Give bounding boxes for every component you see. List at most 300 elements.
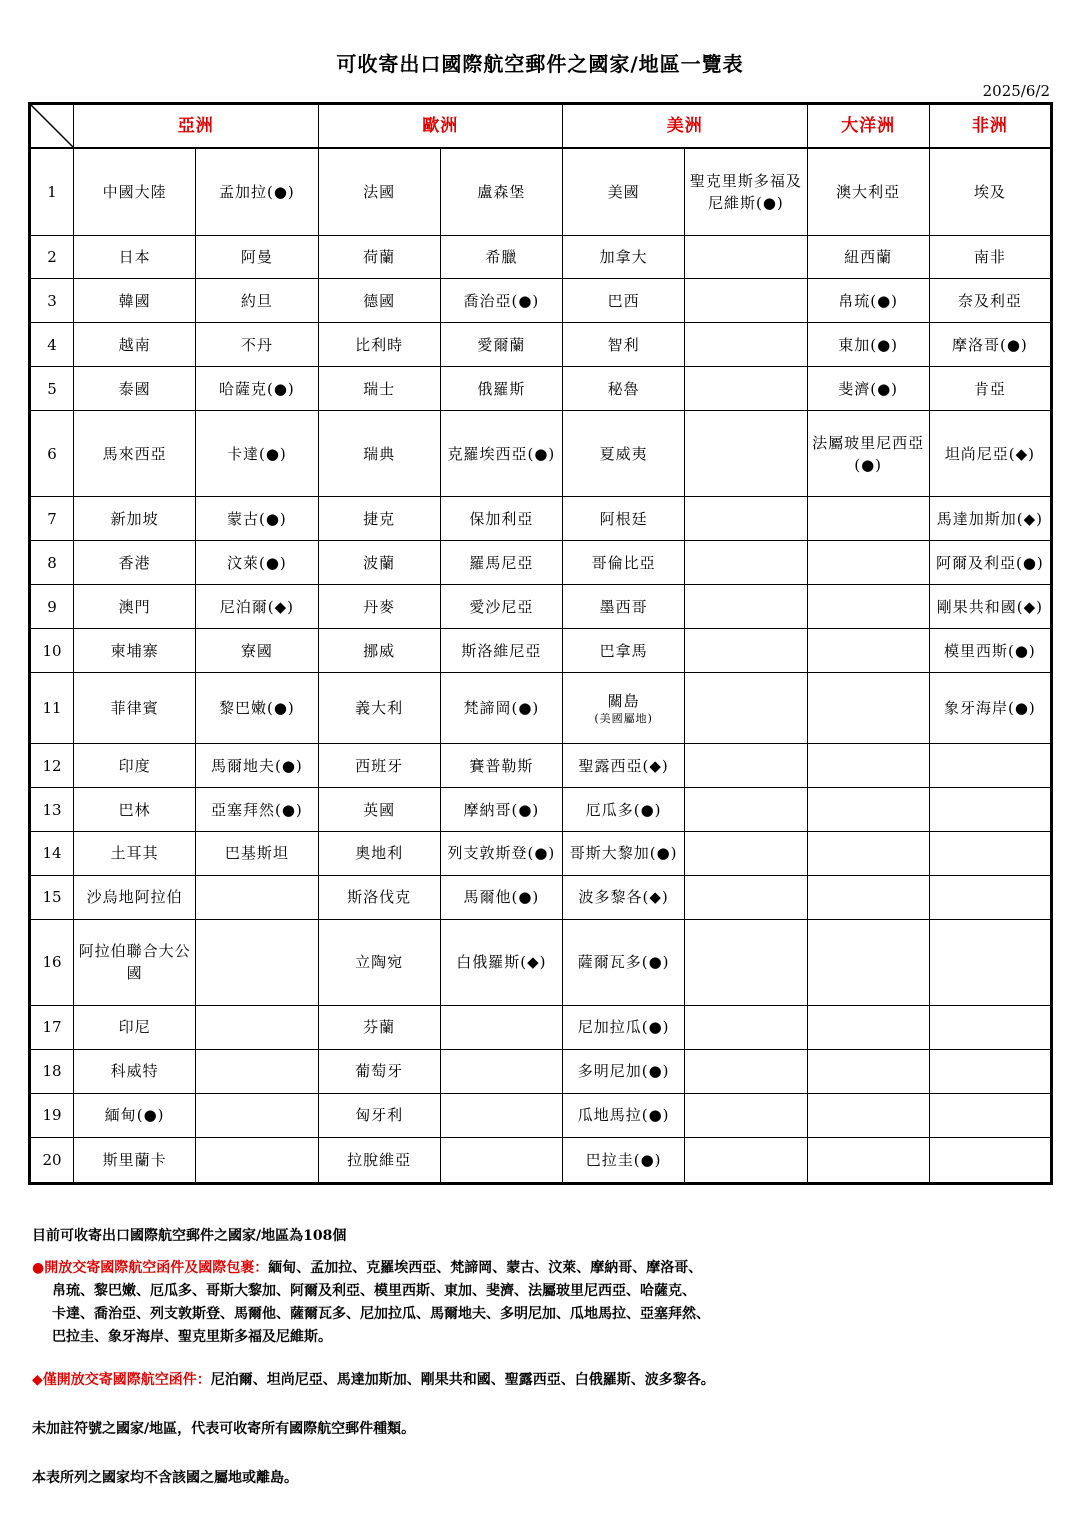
asia-col2-text: 蒙古(●) (226, 509, 287, 528)
asia-col2-text: 汶萊(●) (226, 553, 287, 572)
asia-col1-cell (74, 1005, 196, 1049)
africa-col-cell (929, 919, 1051, 1005)
header-asia: 亞洲 (74, 104, 319, 149)
europe-col1-text: 奧地利 (355, 844, 404, 863)
row-number-cell (30, 1005, 74, 1049)
asia-col1-cell (74, 788, 196, 832)
header-europe: 歐洲 (318, 104, 563, 149)
row-number-text: 2 (47, 247, 57, 266)
americas-col1-cell (563, 1049, 685, 1093)
asia-col2-cell (196, 875, 318, 919)
asia-col1-text: 印尼 (118, 1018, 151, 1037)
asia-col1-cell (74, 831, 196, 875)
europe-col1-text: 波蘭 (363, 553, 396, 572)
europe-col2-cell (440, 919, 562, 1005)
table-row (30, 323, 1052, 367)
note-unmarked: 未加註符號之國家/地區，代表可收寄所有國際航空郵件種類。 (32, 1421, 416, 1437)
europe-col1-text: 立陶宛 (355, 953, 404, 972)
europe-col2-cell (440, 788, 562, 832)
africa-col-text: 阿爾及利亞(●) (935, 553, 1044, 572)
note-circle-label: ●開放交寄國際航空函件及國際包裹： (32, 1260, 269, 1276)
row-number-cell (30, 497, 74, 541)
europe-col1-cell (318, 831, 440, 875)
europe-col2-cell (440, 875, 562, 919)
oceania-col-cell (807, 629, 929, 673)
europe-col1-cell (318, 673, 440, 744)
europe-col2-cell (440, 673, 562, 744)
americas-col1-text: 厄瓜多(●) (585, 800, 662, 819)
europe-col1-text: 芬蘭 (363, 1018, 396, 1037)
oceania-col-text: 東加(●) (838, 335, 899, 354)
europe-col2-text: 俄羅斯 (477, 379, 526, 398)
europe-col2-cell (440, 235, 562, 279)
asia-col2-cell (196, 148, 318, 235)
asia-col2-cell (196, 367, 318, 411)
oceania-col-cell (807, 279, 929, 323)
note-circle-line1: 緬甸、孟加拉、克羅埃西亞、梵諦岡、蒙古、汶萊、摩納哥、摩洛哥、 (268, 1260, 703, 1276)
row-number-cell (30, 744, 74, 788)
table-row (30, 148, 1052, 235)
asia-col2-text: 阿曼 (240, 247, 273, 266)
row-number-text: 19 (42, 1106, 62, 1125)
asia-col1-text: 韓國 (118, 291, 151, 310)
asia-col2-text: 馬爾地夫(●) (210, 756, 303, 775)
asia-col1-text: 日本 (118, 247, 151, 266)
europe-col1-text: 比利時 (355, 335, 404, 354)
table-row (30, 744, 1052, 788)
asia-col2-cell (196, 541, 318, 585)
americas-col1-cell (563, 1137, 685, 1183)
africa-col-cell (929, 148, 1051, 235)
asia-col1-text: 柬埔寨 (110, 641, 159, 660)
europe-col2-text: 白俄羅斯(◆) (456, 953, 547, 972)
table-header-row (30, 104, 1052, 149)
americas-col1-cell (563, 497, 685, 541)
europe-col2-cell (440, 629, 562, 673)
row-number-text: 14 (42, 844, 62, 863)
table-row (30, 875, 1052, 919)
oceania-col-cell (807, 673, 929, 744)
americas-col2-text: 聖克里斯多福及尼維斯(●) (689, 171, 802, 212)
asia-col1-text: 印度 (118, 756, 151, 775)
row-number-cell (30, 411, 74, 497)
europe-col1-text: 挪威 (363, 641, 396, 660)
table-row (30, 235, 1052, 279)
africa-col-text: 奈及利亞 (957, 291, 1022, 310)
asia-col1-cell (74, 629, 196, 673)
americas-col2-cell (685, 235, 807, 279)
africa-col-cell (929, 541, 1051, 585)
europe-col2-cell (440, 148, 562, 235)
americas-col2-cell (685, 411, 807, 497)
europe-col2-text: 摩納哥(●) (463, 800, 540, 819)
americas-col1-text: 加拿大 (599, 247, 648, 266)
country-table (28, 102, 1053, 1185)
document-date: 2025/6/2 (982, 82, 1050, 100)
asia-col2-cell (196, 788, 318, 832)
note-circle-line2: 帛琉、黎巴嫩、厄瓜多、哥斯大黎加、阿爾及利亞、模里西斯、東加、斐濟、法屬玻里尼西亞、哈薩克、 (52, 1283, 696, 1299)
oceania-col-cell (807, 235, 929, 279)
asia-col2-cell (196, 279, 318, 323)
asia-col1-text: 中國大陸 (102, 182, 167, 201)
europe-col2-cell (440, 1049, 562, 1093)
asia-col2-text: 尼泊爾(◆) (219, 597, 294, 616)
asia-col2-cell (196, 1005, 318, 1049)
europe-col2-cell (440, 497, 562, 541)
asia-col2-text: 寮國 (240, 641, 273, 660)
asia-col1-text: 土耳其 (110, 844, 159, 863)
asia-col1-cell (74, 541, 196, 585)
oceania-col-cell (807, 788, 929, 832)
americas-col1-text: 墨西哥 (599, 597, 648, 616)
table-row (30, 411, 1052, 497)
table-row (30, 919, 1052, 1005)
americas-col1-cell (563, 367, 685, 411)
americas-col1-text: 薩爾瓦多(●) (577, 953, 670, 972)
africa-col-text: 南非 (973, 247, 1006, 266)
asia-col2-cell (196, 235, 318, 279)
europe-col1-cell (318, 875, 440, 919)
americas-col2-cell (685, 831, 807, 875)
oceania-col-cell (807, 323, 929, 367)
europe-col2-cell (440, 744, 562, 788)
asia-col1-text: 沙烏地阿拉伯 (86, 888, 183, 907)
row-number-text: 20 (42, 1150, 62, 1169)
asia-col1-cell (74, 367, 196, 411)
asia-col2-text: 孟加拉(●) (218, 182, 295, 201)
asia-col2-cell (196, 629, 318, 673)
europe-col2-cell (440, 279, 562, 323)
africa-col-cell (929, 744, 1051, 788)
europe-col1-text: 義大利 (355, 699, 404, 718)
africa-col-cell (929, 323, 1051, 367)
note-diamond-text: 尼泊爾、坦尚尼亞、馬達加斯加、剛果共和國、聖露西亞、白俄羅斯、波多黎各。 (210, 1372, 715, 1388)
americas-col2-cell (685, 148, 807, 235)
americas-col2-cell (685, 673, 807, 744)
americas-col2-cell (685, 497, 807, 541)
asia-col1-cell (74, 411, 196, 497)
africa-col-cell (929, 673, 1051, 744)
asia-col2-cell (196, 1093, 318, 1137)
americas-col1-cell (563, 411, 685, 497)
oceania-col-cell (807, 541, 929, 585)
table-row (30, 541, 1052, 585)
table-row (30, 367, 1052, 411)
americas-col1-text: 巴拿馬 (599, 641, 648, 660)
asia-col2-text: 亞塞拜然(●) (210, 800, 303, 819)
americas-col2-cell (685, 541, 807, 585)
row-number-cell (30, 541, 74, 585)
europe-col1-cell (318, 323, 440, 367)
asia-col2-cell (196, 497, 318, 541)
europe-col2-cell (440, 323, 562, 367)
oceania-col-text: 澳大利亞 (836, 182, 901, 201)
europe-col1-text: 丹麥 (363, 597, 396, 616)
americas-col1-text: 多明尼加(●) (577, 1062, 670, 1081)
americas-col1-cell (563, 744, 685, 788)
americas-col1-cell (563, 148, 685, 235)
americas-col1-text: 巴拉圭(●) (585, 1150, 662, 1169)
europe-col2-text: 保加利亞 (469, 509, 534, 528)
africa-col-cell (929, 411, 1051, 497)
asia-col1-text: 緬甸(●) (104, 1106, 165, 1125)
europe-col1-cell (318, 1137, 440, 1183)
header-oceania: 大洋洲 (807, 104, 929, 149)
asia-col1-cell (74, 744, 196, 788)
asia-col2-cell (196, 673, 318, 744)
europe-col2-cell (440, 367, 562, 411)
americas-col1-cell (563, 1093, 685, 1137)
europe-col1-text: 德國 (363, 291, 396, 310)
asia-col2-text: 卡達(●) (226, 444, 287, 463)
europe-col1-text: 瑞士 (363, 379, 396, 398)
table-row (30, 1137, 1052, 1183)
row-number-text: 16 (42, 953, 62, 972)
territory-note: (美國屬地) (594, 712, 653, 726)
oceania-col-cell (807, 411, 929, 497)
europe-col1-cell (318, 279, 440, 323)
americas-col1-text: 瓜地馬拉(●) (577, 1106, 670, 1125)
note-diamond (32, 1369, 715, 1392)
row-number-cell (30, 367, 74, 411)
table-row (30, 831, 1052, 875)
asia-col2-text: 哈薩克(●) (218, 379, 295, 398)
header-africa: 非洲 (929, 104, 1051, 149)
americas-col2-cell (685, 875, 807, 919)
americas-col1-text: 波多黎各(◆) (578, 888, 669, 907)
asia-col2-cell (196, 1049, 318, 1093)
europe-col2-text: 喬治亞(●) (463, 291, 540, 310)
americas-col1-cell (563, 629, 685, 673)
table-row (30, 788, 1052, 832)
asia-col2-cell (196, 919, 318, 1005)
africa-col-text: 肯亞 (973, 379, 1006, 398)
asia-col2-cell (196, 744, 318, 788)
row-number-text: 9 (47, 597, 57, 616)
africa-col-cell (929, 831, 1051, 875)
americas-col2-cell (685, 744, 807, 788)
europe-col1-cell (318, 788, 440, 832)
europe-col1-text: 匈牙利 (355, 1106, 404, 1125)
row-number-cell (30, 629, 74, 673)
africa-col-text: 埃及 (973, 182, 1006, 201)
americas-col2-cell (685, 1137, 807, 1183)
asia-col2-cell (196, 831, 318, 875)
asia-col1-cell (74, 673, 196, 744)
row-number-cell (30, 279, 74, 323)
row-number-cell (30, 788, 74, 832)
africa-col-cell (929, 497, 1051, 541)
table-row (30, 1049, 1052, 1093)
note-circle-line3: 卡達、喬治亞、列支敦斯登、馬爾他、薩爾瓦多、尼加拉瓜、馬爾地夫、多明尼加、瓜地馬拉、亞塞拜然、 (52, 1306, 710, 1322)
asia-col1-cell (74, 1049, 196, 1093)
row-number-text: 8 (47, 553, 57, 572)
africa-col-text: 馬達加斯加(◆) (936, 509, 1043, 528)
americas-col1-text: 關島 (607, 692, 640, 711)
americas-col1-cell (563, 279, 685, 323)
row-number-cell (30, 1137, 74, 1183)
oceania-col-text: 紐西蘭 (844, 247, 893, 266)
asia-col1-cell (74, 1137, 196, 1183)
oceania-col-cell (807, 919, 929, 1005)
africa-col-cell (929, 1005, 1051, 1049)
asia-col1-cell (74, 279, 196, 323)
row-number-cell (30, 148, 74, 235)
europe-col2-cell (440, 411, 562, 497)
europe-col1-cell (318, 148, 440, 235)
americas-col2-cell (685, 919, 807, 1005)
asia-col1-text: 馬來西亞 (102, 444, 167, 463)
africa-col-cell (929, 1049, 1051, 1093)
africa-col-text: 剛果共和國(◆) (936, 597, 1043, 616)
americas-col1-cell (563, 323, 685, 367)
americas-col2-cell (685, 1005, 807, 1049)
table-row (30, 1005, 1052, 1049)
europe-col2-cell (440, 1005, 562, 1049)
europe-col2-text: 梵諦岡(●) (463, 699, 540, 718)
americas-col2-cell (685, 788, 807, 832)
africa-col-cell (929, 1093, 1051, 1137)
row-number-text: 11 (42, 699, 62, 718)
asia-col2-text: 不丹 (240, 335, 273, 354)
asia-col1-text: 斯里蘭卡 (102, 1150, 167, 1169)
europe-col1-text: 法國 (363, 182, 396, 201)
americas-col1-text: 美國 (607, 182, 640, 201)
asia-col2-cell (196, 323, 318, 367)
row-number-cell (30, 585, 74, 629)
africa-col-text: 象牙海岸(●) (943, 699, 1036, 718)
europe-col1-cell (318, 919, 440, 1005)
row-number-text: 1 (47, 182, 57, 201)
europe-col1-cell (318, 1049, 440, 1093)
row-number-text: 3 (47, 291, 57, 310)
asia-col1-cell (74, 919, 196, 1005)
oceania-col-cell (807, 831, 929, 875)
document-title: 可收寄出口國際航空郵件之國家/地區一覽表 (336, 52, 744, 76)
europe-col1-cell (318, 1005, 440, 1049)
asia-col1-text: 新加坡 (110, 509, 159, 528)
row-number-text: 13 (42, 800, 62, 819)
europe-col1-cell (318, 629, 440, 673)
europe-col2-cell (440, 1093, 562, 1137)
oceania-col-cell (807, 367, 929, 411)
table-row (30, 673, 1052, 744)
asia-col1-cell (74, 585, 196, 629)
americas-col2-cell (685, 367, 807, 411)
americas-col2-cell (685, 1049, 807, 1093)
row-number-cell (30, 919, 74, 1005)
asia-col2-text: 黎巴嫩(●) (218, 699, 295, 718)
oceania-col-cell (807, 744, 929, 788)
note-diamond-label: ◆僅開放交寄國際航空函件： (32, 1372, 211, 1388)
europe-col2-text: 馬爾他(●) (463, 888, 540, 907)
europe-col1-cell (318, 1093, 440, 1137)
row-number-cell (30, 875, 74, 919)
americas-col1-cell (563, 673, 685, 744)
asia-col1-text: 巴林 (118, 800, 151, 819)
africa-col-cell (929, 235, 1051, 279)
americas-col2-cell (685, 629, 807, 673)
table-body (30, 148, 1052, 1184)
europe-col1-text: 葡萄牙 (355, 1062, 404, 1081)
americas-col1-text: 秘魯 (607, 379, 640, 398)
oceania-col-cell (807, 1005, 929, 1049)
europe-col2-cell (440, 1137, 562, 1183)
americas-col1-text: 哥倫比亞 (591, 553, 656, 572)
africa-col-cell (929, 788, 1051, 832)
oceania-col-cell (807, 148, 929, 235)
europe-col2-text: 愛爾蘭 (477, 335, 526, 354)
asia-col1-cell (74, 235, 196, 279)
asia-col2-text: 約旦 (240, 291, 273, 310)
africa-col-cell (929, 585, 1051, 629)
africa-col-text: 摩洛哥(●) (951, 335, 1028, 354)
row-number-text: 17 (42, 1018, 62, 1037)
table-row (30, 279, 1052, 323)
europe-col1-cell (318, 235, 440, 279)
asia-col1-text: 香港 (118, 553, 151, 572)
asia-col1-cell (74, 323, 196, 367)
europe-col2-text: 羅馬尼亞 (469, 553, 534, 572)
oceania-col-cell (807, 497, 929, 541)
row-number-text: 15 (42, 888, 62, 907)
asia-col1-cell (74, 497, 196, 541)
note-circle (32, 1257, 932, 1349)
asia-col1-text: 菲律賓 (110, 699, 159, 718)
europe-col2-cell (440, 541, 562, 585)
oceania-col-text: 斐濟(●) (838, 379, 899, 398)
europe-col1-text: 拉脫維亞 (347, 1150, 412, 1169)
americas-col1-cell (563, 875, 685, 919)
africa-col-cell (929, 367, 1051, 411)
europe-col1-text: 斯洛伐克 (347, 888, 412, 907)
europe-col1-text: 荷蘭 (363, 247, 396, 266)
oceania-col-cell (807, 1093, 929, 1137)
row-number-text: 7 (47, 509, 57, 528)
europe-col1-cell (318, 541, 440, 585)
asia-col2-text: 巴基斯坦 (224, 844, 289, 863)
europe-col1-cell (318, 585, 440, 629)
asia-col1-cell (74, 875, 196, 919)
row-number-cell (30, 1049, 74, 1093)
table-row (30, 585, 1052, 629)
americas-col1-text: 阿根廷 (599, 509, 648, 528)
row-number-text: 5 (47, 379, 57, 398)
americas-col1-cell (563, 831, 685, 875)
americas-col1-cell (563, 585, 685, 629)
africa-col-cell (929, 279, 1051, 323)
americas-col1-text: 巴西 (607, 291, 640, 310)
americas-col2-cell (685, 1093, 807, 1137)
americas-col1-text: 聖露西亞(◆) (578, 756, 669, 775)
europe-col1-text: 捷克 (363, 509, 396, 528)
americas-col1-cell (563, 235, 685, 279)
header-americas: 美洲 (563, 104, 808, 149)
europe-col1-cell (318, 497, 440, 541)
europe-col2-cell (440, 831, 562, 875)
europe-col2-text: 列支敦斯登(●) (447, 844, 556, 863)
row-number-text: 10 (42, 641, 62, 660)
americas-col1-text: 智利 (607, 335, 640, 354)
europe-col2-cell (440, 585, 562, 629)
americas-col1-text: 夏威夷 (599, 444, 648, 463)
table-row (30, 629, 1052, 673)
africa-col-text: 模里西斯(●) (943, 641, 1036, 660)
europe-col1-text: 英國 (363, 800, 396, 819)
oceania-col-cell (807, 875, 929, 919)
row-number-cell (30, 235, 74, 279)
europe-col1-text: 瑞典 (363, 444, 396, 463)
